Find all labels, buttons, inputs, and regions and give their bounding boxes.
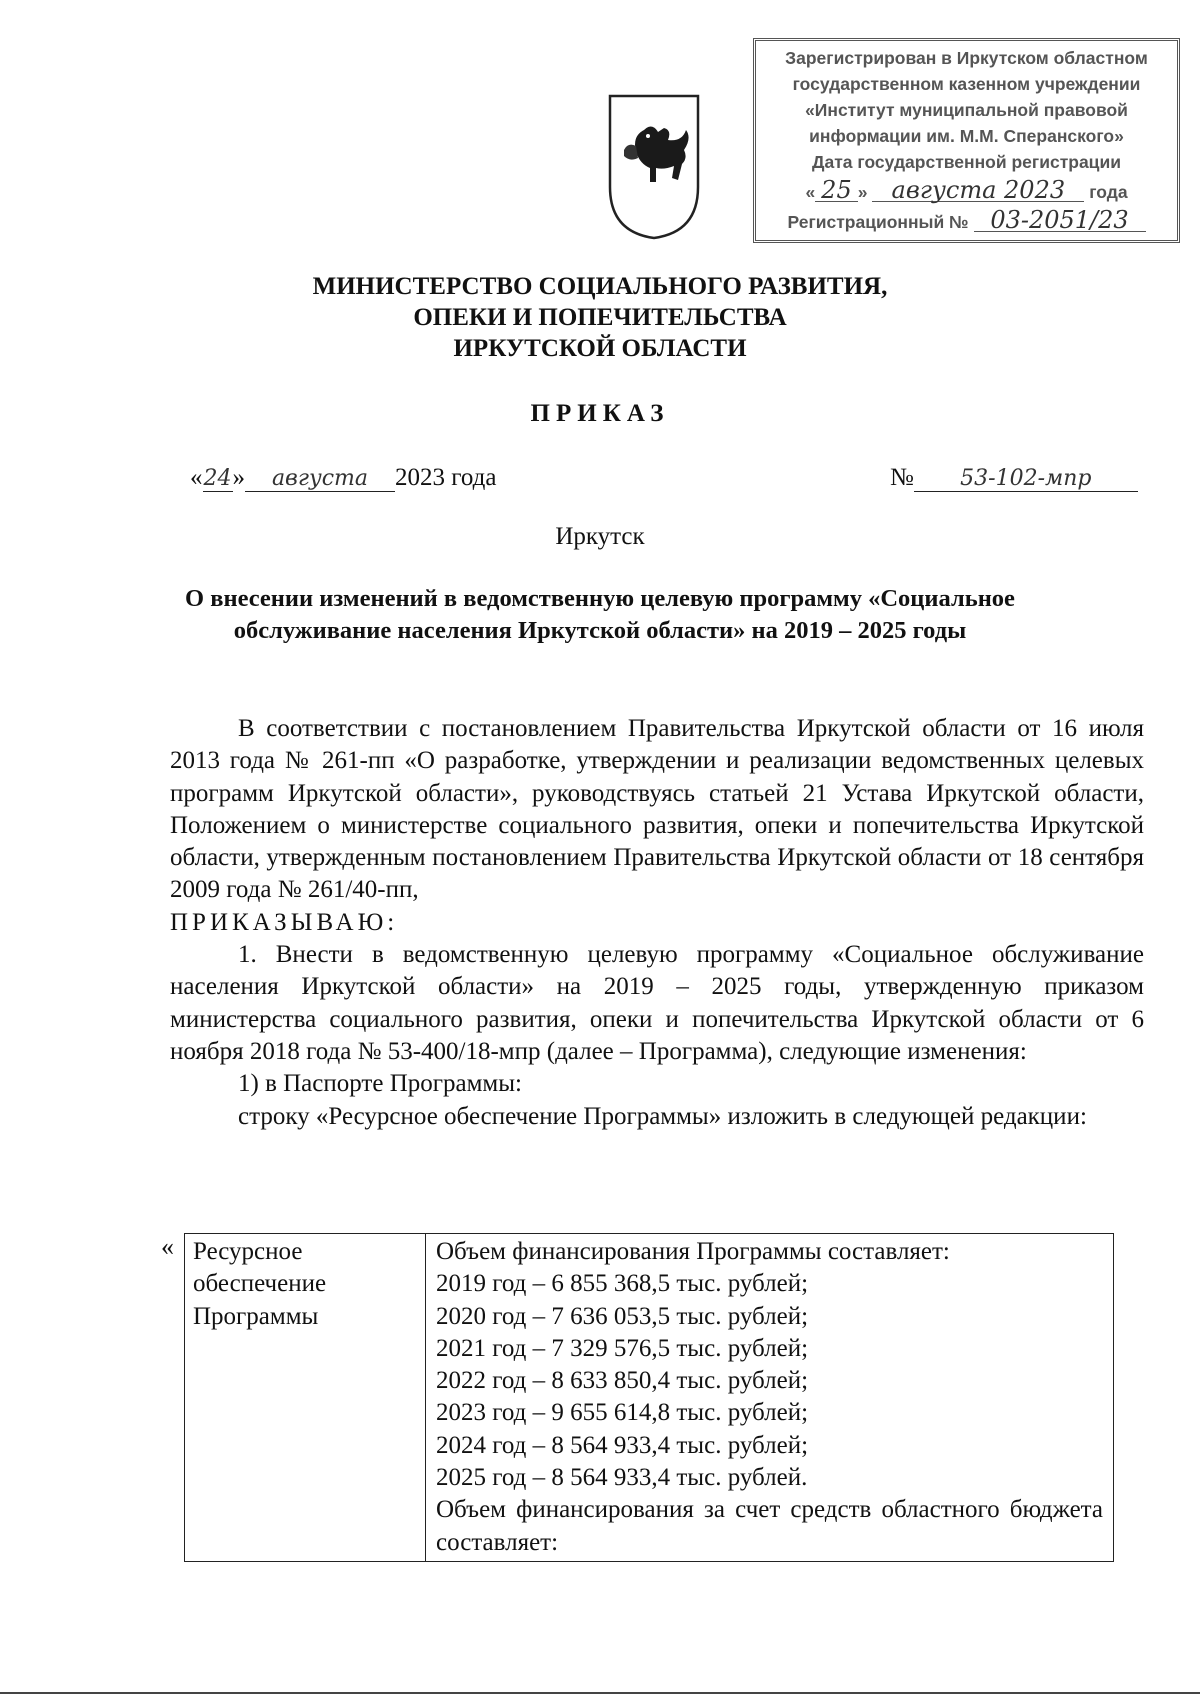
order-number-label: № [890, 464, 914, 491]
content-line: 2021 год – 7 329 576,5 тыс. рублей; [436, 1334, 809, 1362]
stamp-reg-label: Регистрационный № [787, 212, 969, 232]
label-line: обеспечение [193, 1270, 327, 1298]
order-number [890, 464, 1138, 492]
content-line: Объем финансирования Программы составляет: [436, 1238, 950, 1265]
stamp-date-line [756, 176, 1177, 205]
stamp-date-month-year [872, 176, 1084, 204]
stamp-line: информации им. М.М. Сперанского» [809, 126, 1124, 146]
title-line-1: О внесении изменений в ведомственную целевую программу «Социальное [185, 585, 1015, 612]
label-line: Ресурсное [193, 1238, 303, 1265]
content-line: Объем финансирования за счет средств областного бюджета составляет: [436, 1496, 1103, 1556]
stamp-reg-number: 03-2051/23 [974, 209, 1146, 232]
content-line: 2025 год – 8 564 933,4 тыс. рублей. [436, 1464, 808, 1492]
stamp-date-mid: » [857, 182, 868, 202]
order-number-value: 53-102-мпр [914, 466, 1138, 492]
table-opening-quote: « [161, 1232, 174, 1261]
order-date [190, 464, 496, 492]
paragraph-item-1: 1. Внести в ведомственную целевую программу «Социальное обслуживание населения Иркутской области» на 2019 – 2025 годы, утвержденную приказом министерства социального развития, опеки и попечительства Иркутской области от 6 ноября 2018 года № 53-400/18-мпр (далее – Программа), следующие изменения: [170, 941, 1144, 1065]
table-row [185, 1234, 1114, 1562]
label-line: Программы [193, 1302, 319, 1330]
ministry-name-line-2: ОПЕКИ И ПОПЕЧИТЕЛЬСТВА [413, 304, 787, 331]
ministry-name-line-3: ИРКУТСКОЙ ОБЛАСТИ [453, 335, 747, 362]
stamp-date-open: « [805, 182, 816, 202]
stamp-line: государственном казенном учреждении [792, 74, 1141, 94]
stamp-line: Зарегистрирован в Иркутском областном [785, 48, 1148, 68]
stamp-line: Дата государственной регистрации [812, 152, 1121, 172]
stamp-line: «Институт муниципальной правовой [805, 100, 1128, 120]
page-bottom-divider [0, 1692, 1200, 1694]
document-type: ПРИКАЗ [530, 400, 670, 427]
resource-table [184, 1233, 1114, 1562]
stamp-date-year: 2023 [1004, 176, 1066, 204]
paragraph-instruction: строку «Ресурсное обеспечение Программы» изложить в следующей редакции: [238, 1102, 1087, 1130]
document-body [170, 713, 1144, 1133]
paragraph-preamble: В соответствии с постановлением Правительства Иркутской области от 16 июля 2013 года № 261-пп «О разработке, утверждении и реализации ведомственных целевых программ Иркутской области», руководствуясь статьей 21 Устава Иркутской области, Положением о министерстве социального развития, опеки и попечительства Иркутской области, утвержденным постановлением Правительства Иркутской области от 18 сентября 2009 года № 261/40-пп, [170, 715, 1144, 904]
order-date-month: августа [245, 466, 395, 492]
order-word: ПРИКАЗЫВАЮ: [170, 908, 399, 936]
order-date-day: 24 [203, 466, 232, 491]
order-date-year: 2023 года [395, 464, 497, 491]
table-cell-label [185, 1234, 426, 1562]
ministry-name-line-1: МИНИСТЕРСТВО СОЦИАЛЬНОГО РАЗВИТИЯ, [312, 273, 888, 300]
content-line: 2023 год – 9 655 614,8 тыс. рублей; [436, 1399, 809, 1427]
stamp-date-month: августа [891, 176, 997, 204]
content-line: 2020 год – 7 636 053,5 тыс. рублей; [436, 1302, 809, 1330]
coat-of-arms-emblem [606, 92, 702, 242]
content-line: 2019 год – 6 855 368,5 тыс. рублей; [436, 1270, 809, 1298]
order-date-open: « [190, 464, 203, 491]
content-line: 2022 год – 8 633 850,4 тыс. рублей; [436, 1367, 809, 1395]
table-cell-content [426, 1234, 1114, 1562]
stamp-date-day: 25 [815, 179, 858, 202]
content-line: 2024 год – 8 564 933,4 тыс. рублей; [436, 1431, 809, 1459]
city-name: Иркутск [555, 523, 645, 550]
title-line-2: обслуживание населения Иркутской области» на 2019 – 2025 годы [233, 617, 967, 644]
paragraph-subitem-1: 1) в Паспорте Программы: [238, 1070, 522, 1098]
stamp-date-suffix: года [1089, 182, 1128, 202]
order-date-close: » [232, 464, 245, 491]
stamp-reg-line [756, 206, 1177, 235]
document-title [150, 583, 1050, 647]
registration-stamp [753, 38, 1180, 243]
